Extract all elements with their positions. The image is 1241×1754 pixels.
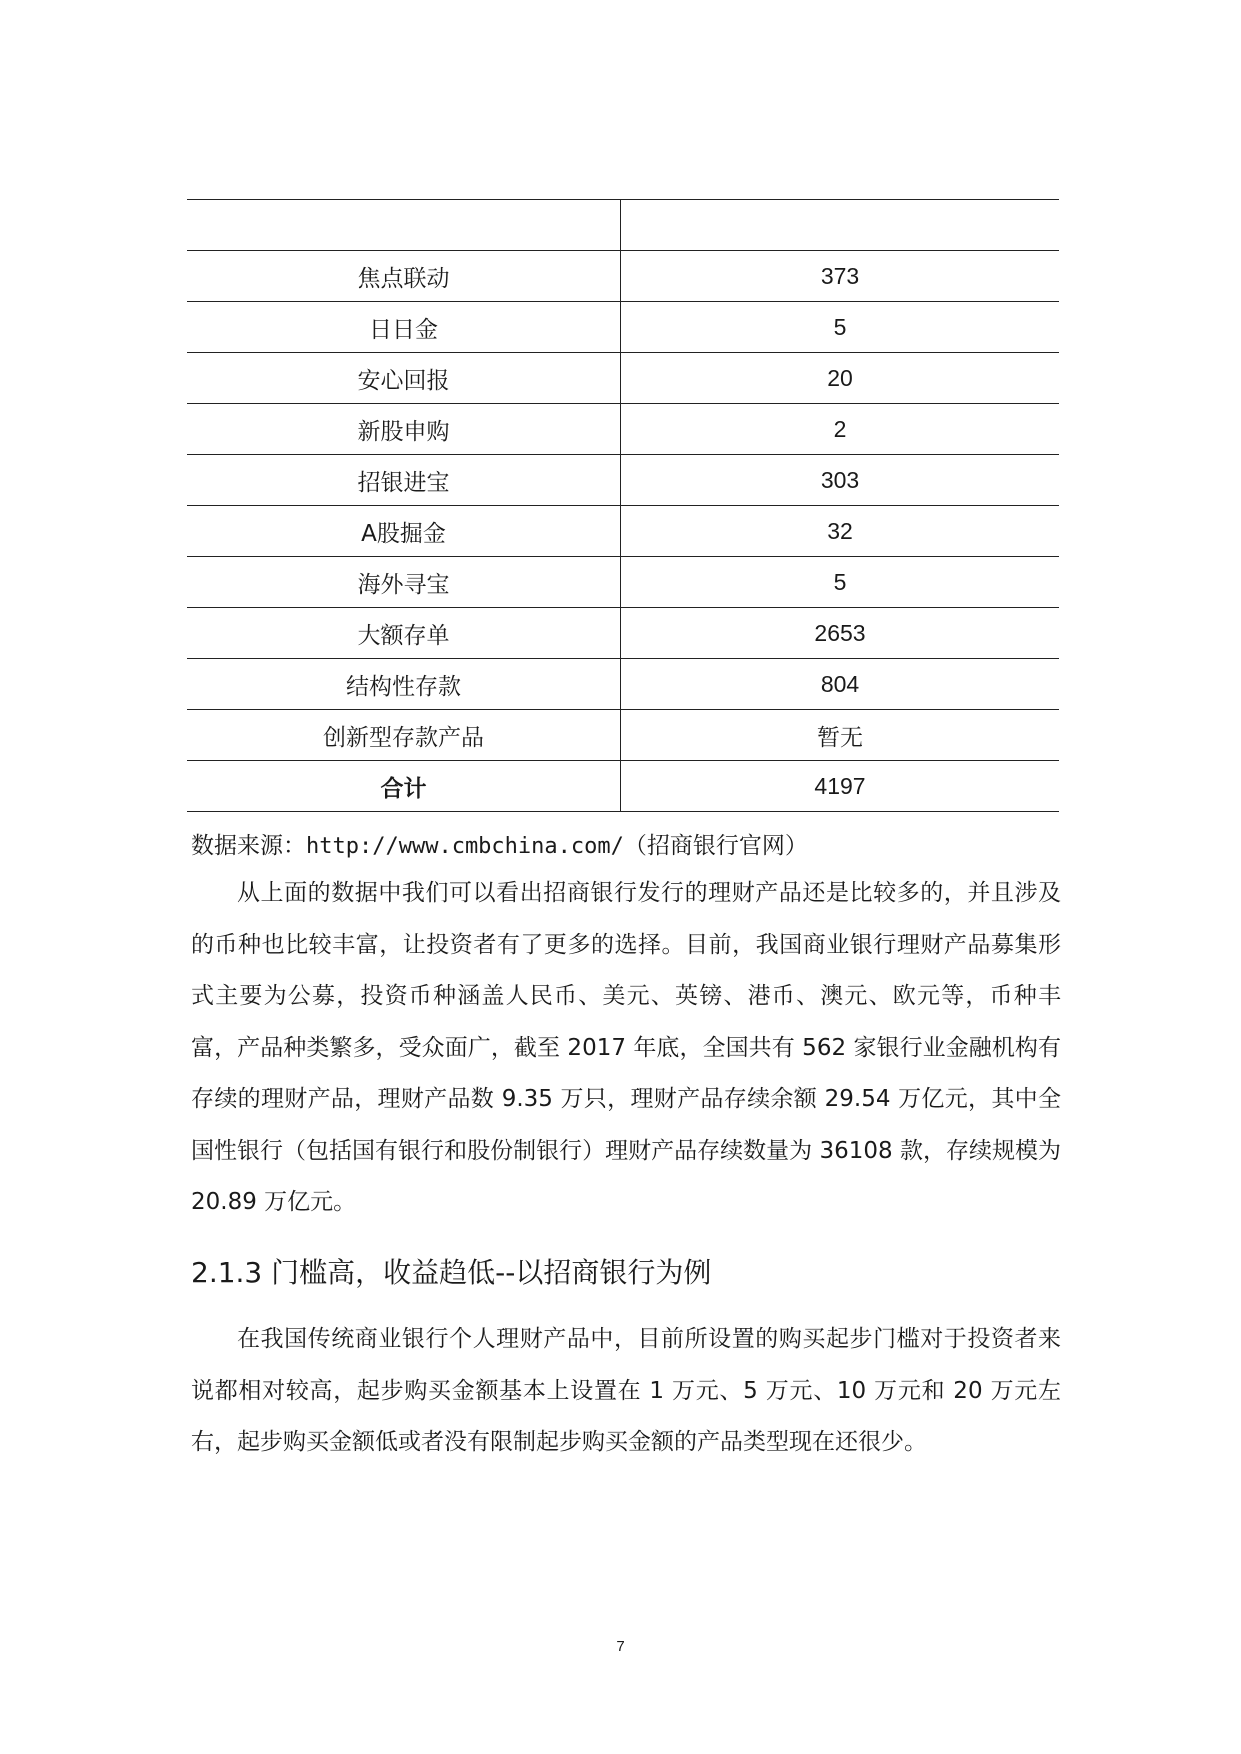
source-prefix: 数据来源：: [191, 833, 306, 859]
product-name-cell: 新股申购: [187, 404, 621, 455]
product-count-cell: 20: [621, 353, 1060, 404]
product-count-cell: 373: [621, 251, 1060, 302]
product-count-cell: 32: [621, 506, 1060, 557]
table-header-row: [187, 200, 1059, 251]
table-row: [187, 710, 1059, 761]
product-name-cell: 大额存单: [187, 608, 621, 659]
product-name-cell: 创新型存款产品: [187, 710, 621, 761]
product-count-cell: 5: [621, 302, 1060, 353]
product-name-cell: A股掘金: [187, 506, 621, 557]
product-name-cell: 安心回报: [187, 353, 621, 404]
product-name-cell: 海外寻宝: [187, 557, 621, 608]
table-row: [187, 404, 1059, 455]
section-heading: 2.1.3 门槛高，收益趋低--以招商银行为例: [191, 1256, 712, 1289]
product-name-cell: 日日金: [187, 302, 621, 353]
data-source-note: [191, 827, 808, 860]
table-row: [187, 608, 1059, 659]
table-row: [187, 659, 1059, 710]
product-name-cell: 招银进宝: [187, 455, 621, 506]
product-name-cell: 焦点联动: [187, 251, 621, 302]
product-count-cell: 2: [621, 404, 1060, 455]
product-count-cell: 5: [621, 557, 1060, 608]
table-row: [187, 455, 1059, 506]
table-row: [187, 557, 1059, 608]
table-row: [187, 251, 1059, 302]
source-suffix: （招商银行官网）: [623, 833, 808, 859]
table-total-row: [187, 761, 1059, 812]
product-table: [187, 199, 1059, 812]
total-label-cell: 合计: [187, 761, 621, 812]
body-paragraph: 从上面的数据中我们可以看出招商银行发行的理财产品还是比较多的，并且涉及的币种也比较丰富，让投资者有了更多的选择。目前，我国商业银行理财产品募集形式主要为公募，投资币种涵盖人民币、美元、英镑、港币、澳元、欧元等，币种丰富，产品种类繁多，受众面广，截至 2017 年底，全国共有 562 家银行业金融机构有存续的理财产品，理财产品数 9.35 万只，理财产品存续余额 29.54 万亿元，其中全国性银行（包括国有银行和股份制银行）理财产品存续数量为 36108 款，存续规模为 20.89 万亿元。: [191, 880, 1061, 1215]
page-number: 7: [616, 1638, 625, 1655]
product-count-cell: 804: [621, 659, 1060, 710]
table-row: [187, 506, 1059, 557]
product-count-cell: 303: [621, 455, 1060, 506]
body-paragraph: 在我国传统商业银行个人理财产品中，目前所设置的购买起步门槛对于投资者来说都相对较高，起步购买金额基本上设置在 1 万元、5 万元、10 万元和 20 万元左右，起步购买金额低或者没有限制起步购买金额的产品类型现在还很少。: [191, 1326, 1061, 1455]
table-row: [187, 353, 1059, 404]
source-url: http://www.cmbchina.com/: [306, 834, 624, 859]
total-count-cell: 4197: [621, 761, 1060, 812]
table-header-cell: [621, 200, 1060, 251]
table-header-cell: [187, 200, 621, 251]
product-name-cell: 结构性存款: [187, 659, 621, 710]
product-count-cell: 2653: [621, 608, 1060, 659]
table-row: [187, 302, 1059, 353]
product-count-cell: 暂无: [621, 710, 1060, 761]
